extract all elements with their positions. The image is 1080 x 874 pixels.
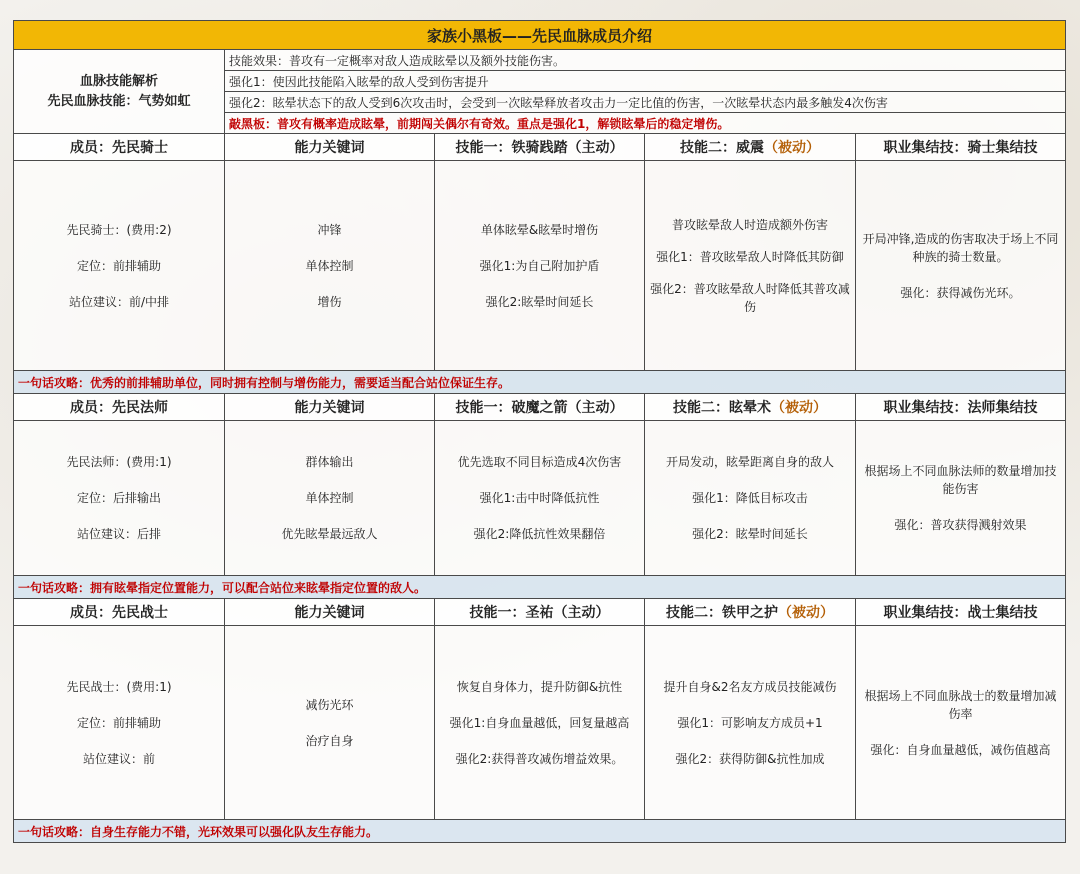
skill2-detail — [645, 626, 856, 820]
member-detail-row — [14, 421, 1066, 576]
passive-tag: （被动） — [778, 605, 834, 621]
skill-line: 强化2：普攻眩晕敌人时降低其普攻减伤 — [650, 281, 850, 314]
member-detail-row — [14, 626, 1066, 820]
keyword: 优先眩晕最远敌人 — [281, 527, 378, 541]
combo-detail — [856, 161, 1066, 371]
keyword: 增伤 — [317, 294, 342, 309]
member-cost: 先民法师：(费用:1) — [66, 455, 172, 469]
skill-line: 优先选取不同目标造成4次伤害 — [457, 455, 622, 469]
member-keywords — [225, 161, 435, 371]
keywords-header: 能力关键词 — [225, 394, 435, 421]
keyword: 冲锋 — [317, 222, 342, 237]
member-header-row — [14, 394, 1066, 421]
skill-line: 开局发动，眩晕距离自身的敌人 — [665, 455, 834, 469]
skill-line: 强化2:眩晕时间延长 — [485, 294, 594, 309]
combo-line: 根据场上不同血脉战士的数量增加减伤率 — [864, 688, 1057, 721]
member-tip: 一句话攻略：优秀的前排辅助单位，同时拥有控制与增伤能力，需要适当配合站位保证生存。 — [14, 371, 1066, 394]
skill1-header: 技能一：圣祐（主动） — [435, 599, 645, 626]
skill-line: 强化1:为自己附加护盾 — [479, 258, 600, 273]
skill2-title: 技能二：眩晕术 — [673, 400, 771, 416]
passive-tag: （被动） — [771, 400, 827, 416]
combo-line: 根据场上不同血脉法师的数量增加技能伤害 — [864, 464, 1057, 496]
member-cost: 先民战士：(费用:1) — [66, 679, 172, 694]
skill-line: 强化1：可影响友方成员+1 — [677, 715, 823, 730]
combo-line: 强化：自身血量越低，减伤值越高 — [870, 742, 1051, 757]
member-role: 定位：后排输出 — [76, 491, 161, 505]
member-tip: 一句话攻略：拥有眩晕指定位置能力，可以配合站位来眩晕指定位置的敌人。 — [14, 576, 1066, 599]
skill-line: 普攻眩晕敌人时造成额外伤害 — [671, 217, 828, 232]
skill2-header — [645, 599, 856, 626]
page-title: 家族小黑板——先民血脉成员介绍 — [14, 21, 1066, 50]
skill-line: 强化1:自身血量越低，回复量越高 — [449, 715, 630, 730]
keyword: 单体控制 — [305, 491, 354, 505]
combo-detail — [856, 626, 1066, 820]
bloodline-skill-heading: 血脉技能解析 — [79, 73, 158, 89]
skill-line: 强化2:降低抗性效果翻倍 — [473, 527, 606, 541]
keywords-header: 能力关键词 — [225, 599, 435, 626]
skill1-detail — [435, 626, 645, 820]
member-header-row — [14, 599, 1066, 626]
member-info — [14, 626, 225, 820]
skill2-detail — [645, 421, 856, 576]
skill-line: 恢复自身体力，提升防御&抗性 — [456, 679, 623, 694]
skill-line: 强化2：眩晕时间延长 — [692, 527, 808, 541]
combo-header: 职业集结技：战士集结技 — [856, 599, 1066, 626]
skill2-header — [645, 134, 856, 161]
member-keywords — [225, 421, 435, 576]
member-position: 站位建议：前/中排 — [68, 294, 170, 309]
skill-line: 强化1：降低目标攻击 — [692, 491, 808, 505]
keyword: 单体控制 — [305, 258, 354, 273]
skill1-header: 技能一：破魔之箭（主动） — [435, 394, 645, 421]
keyword: 治疗自身 — [305, 733, 354, 748]
skill-line: 强化2：获得防御&抗性加成 — [675, 751, 825, 766]
skill-line: 单体眩晕&眩晕时增伤 — [480, 222, 599, 237]
skill-effect: 技能效果：普攻有一定概率对敌人造成眩晕以及额外技能伤害。 — [225, 50, 1066, 71]
skill2-title: 技能二：威震 — [680, 140, 764, 156]
key-note: 敲黑板：普攻有概率造成眩晕，前期闯关偶尔有奇效。重点是强化1，解锁眩晕后的稳定增伤。 — [225, 113, 1066, 134]
member-info — [14, 161, 225, 371]
combo-line: 开局冲锋,造成的伤害取决于场上不同种族的骑士数量。 — [862, 231, 1059, 264]
skill-line: 提升自身&2名友方成员技能减伤 — [663, 679, 837, 694]
member-header-row — [14, 134, 1066, 161]
keywords-header: 能力关键词 — [225, 134, 435, 161]
member-info — [14, 421, 225, 576]
member-cost: 先民骑士：(费用:2) — [66, 222, 172, 237]
member-detail-row — [14, 161, 1066, 371]
skill-line: 强化1：普攻眩晕敌人时降低其防御 — [656, 249, 844, 264]
skill-line: 强化2:获得普攻减伤增益效果。 — [455, 751, 624, 766]
keyword: 群体输出 — [305, 455, 354, 469]
combo-line: 强化：普攻获得溅射效果 — [894, 518, 1027, 532]
member-tip: 一句话攻略：自身生存能力不错，光环效果可以强化队友生存能力。 — [14, 820, 1066, 843]
skill-line: 强化1:击中时降低抗性 — [479, 491, 600, 505]
member-name: 成员：先民法师 — [14, 394, 225, 421]
combo-header: 职业集结技：法师集结技 — [856, 394, 1066, 421]
combo-header: 职业集结技：骑士集结技 — [856, 134, 1066, 161]
skill-enhance-2: 强化2：眩晕状态下的敌人受到6次攻击时，会受到一次眩晕释放者攻击力一定比值的伤害，一次眩晕状态内最多触发4次伤害 — [225, 92, 1066, 113]
member-name: 成员：先民战士 — [14, 599, 225, 626]
keyword: 减伤光环 — [305, 697, 354, 712]
combo-line: 强化：获得减伤光环。 — [900, 285, 1021, 300]
bloodline-skill-name: 先民血脉技能：气势如虹 — [47, 93, 191, 109]
bloodline-skill-label — [14, 50, 225, 134]
skill2-header — [645, 394, 856, 421]
skill1-header: 技能一：铁骑践踏（主动） — [435, 134, 645, 161]
member-name: 成员：先民骑士 — [14, 134, 225, 161]
member-position: 站位建议：后排 — [76, 527, 161, 541]
skill2-title: 技能二：铁甲之护 — [666, 605, 778, 621]
member-position: 站位建议：前 — [82, 751, 155, 766]
member-role: 定位：前排辅助 — [76, 715, 161, 730]
skill1-detail — [435, 161, 645, 371]
combo-detail — [856, 421, 1066, 576]
skill-enhance-1: 强化1：使因此技能陷入眩晕的敌人受到伤害提升 — [225, 71, 1066, 92]
member-keywords — [225, 626, 435, 820]
member-role: 定位：前排辅助 — [76, 258, 161, 273]
skill2-detail — [645, 161, 856, 371]
member-intro-table — [13, 20, 1066, 843]
passive-tag: （被动） — [764, 140, 820, 156]
skill1-detail — [435, 421, 645, 576]
